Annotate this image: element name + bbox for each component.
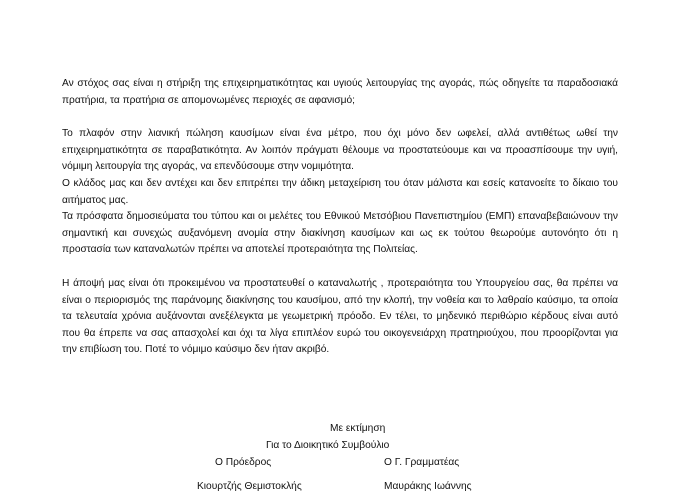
paragraph-question: Αν στόχος σας είναι η στήριξη της επιχειρηματικότητας και υγιούς λειτουργίας της αγοράς, πώς οδηγείτε τα παραδοσιακά πρατήρια, τα πρατήρια σε απομονωμένες περιοχές σε αφανισμό; (62, 78, 618, 106)
president-title: Ο Πρόεδρος (215, 457, 272, 468)
letter-body (62, 76, 618, 359)
paragraph-gap (62, 109, 618, 126)
paragraph-opinion: Η άποψή μας είναι ότι προκειμένου να προστατευθεί ο καταναλωτής , προτεραιότητα του Υπουργείου σας, θα πρέπει να είναι ο περιορισμός της παράνομης διακίνησης του καυσίμου, από την κλοπή, την νοθεία και το λαθραίο καύσιμο, τα οποία τα τελευταία χρόνια αυξάνονται ανεξέλεγκτα με γεωμετρική πρόοδο. Εν τέλει, το μηδενικό περιθώριο κέρδους είναι αυτό που θα έπρεπε να σας απασχολεί και όχι τα λίγα επιπλέον ευρώ του οικογενειάρχη πρατηριούχου, που προορίζονται για την επιβίωση του. Ποτέ το νόμιμο καύσιμο δεν ήταν ακριβό. (62, 277, 618, 356)
paragraph-gap (62, 259, 618, 276)
closing-text: Με εκτίμηση (330, 423, 386, 434)
president-name: Κιουρτζής Θεμιστοκλής (197, 481, 302, 492)
board-text: Για το Διοικητικό Συμβούλιο (266, 440, 390, 451)
secretary-name: Μαυράκης Ιωάννης (384, 481, 472, 492)
secretary-title: Ο Γ. Γραμματέας (384, 457, 460, 468)
paragraph-studies: Τα πρόσφατα δημοσιεύματα του τύπου και οι μελέτες του Εθνικού Μετσόβιου Πανεπιστημίου (ΕΜΠ) επαναβεβαιώνουν την σημαντική και συνεχώς αυξανόμενη ανομία στην διακίνηση καυσίμων και ως εκ τούτου θεωρούμε αυτονόητο ότι η προστασία των καταναλωτών πρέπει να αποτελεί προτεραιότητα της Πολιτείας. (62, 211, 618, 256)
paragraph-price-cap: Το πλαφόν στην λιανική πώληση καυσίμων είναι ένα μέτρο, που όχι μόνο δεν ωφελεί, αλλά αντιθέτως ωθεί την επιχειρηματικότητα σε παραβατικότητα. Αν λοιπόν πράγματι θέλουμε να προστατεύουμε και να προασπίσουμε την υγιή, νόμιμη λειτουργία της αγοράς, να επενδύσουμε στην νομιμότητα. (62, 128, 618, 173)
paragraph-sector: Ο κλάδος μας και δεν αντέχει και δεν επιτρέπει την άδικη μεταχείριση του όταν μάλιστα και εσείς κατανοείτε το δίκαιο του αιτήματος μας. (62, 177, 618, 206)
